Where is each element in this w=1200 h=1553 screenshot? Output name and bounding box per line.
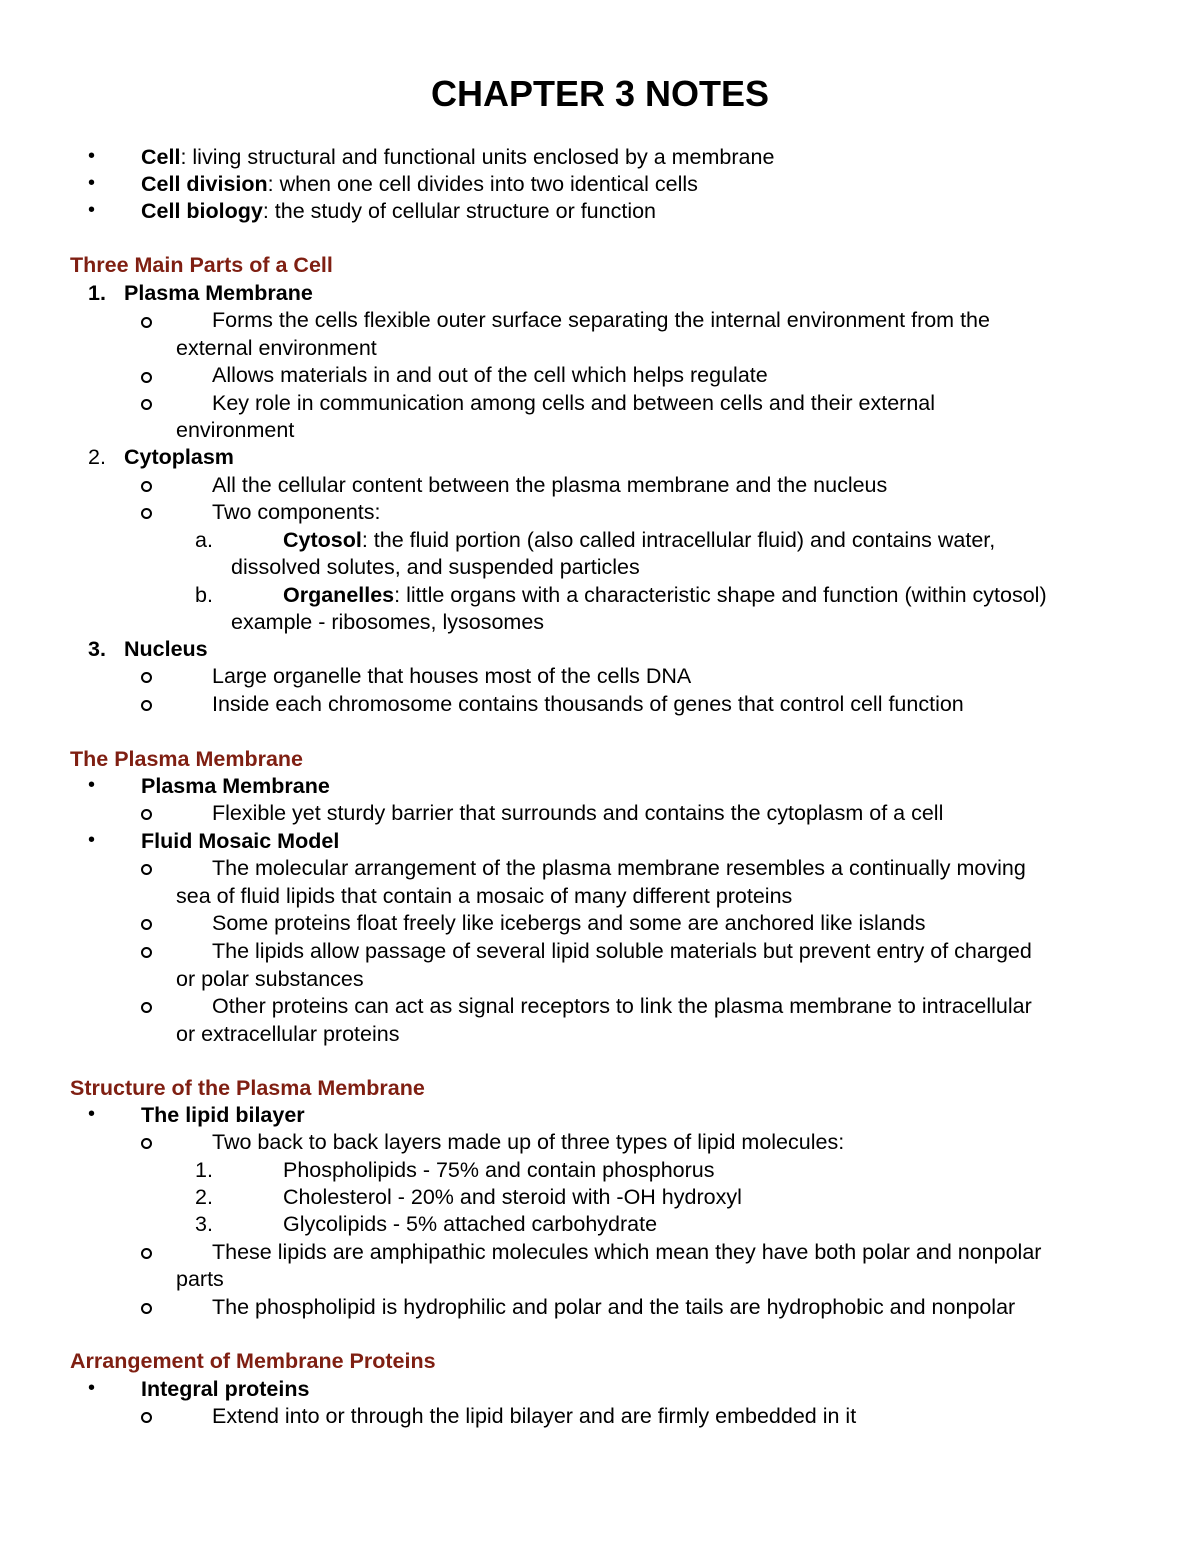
list-item-plasma-membrane: Plasma Membrane — [141, 774, 330, 798]
circle-bullet-icon — [141, 919, 152, 930]
section-heading-membrane-proteins: Arrangement of Membrane Proteins — [70, 1349, 436, 1373]
section-heading-structure: Structure of the Plasma Membrane — [70, 1076, 425, 1100]
intro-item-cell-biology — [141, 198, 656, 225]
list-item-continuation: or polar substances — [176, 967, 364, 991]
list-item: Extend into or through the lipid bilayer and are firmly embedded in it — [212, 1404, 857, 1428]
intro-item-cell — [141, 144, 774, 171]
section-heading-plasma-membrane: The Plasma Membrane — [70, 747, 304, 771]
definition: : the fluid portion (also called intracellular fluid) and contains water, — [361, 528, 996, 552]
term: Cell division — [141, 172, 268, 196]
definition: : when one cell divides into two identical cells — [267, 172, 698, 196]
circle-bullet-icon — [141, 317, 152, 328]
list-item: The phospholipid is hydrophilic and polar and the tails are hydrophobic and nonpolar — [212, 1295, 1016, 1319]
list-item-glycolipids: Glycolipids - 5% attached carbohydrate — [283, 1212, 658, 1236]
list-item-cholesterol: Cholesterol - 20% and steroid with -OH hydroxyl — [283, 1185, 742, 1209]
definition: : little organs with a characteristic shape and function (within cytosol) — [394, 583, 1047, 607]
circle-bullet-icon — [141, 1002, 152, 1013]
bullet-icon: • — [88, 1377, 96, 1399]
bullet-icon: • — [88, 829, 96, 851]
list-item-continuation: example - ribosomes, lysosomes — [231, 610, 545, 634]
list-item: These lipids are amphipathic molecules which mean they have both polar and nonpolar — [212, 1240, 1042, 1264]
circle-bullet-icon — [141, 1138, 152, 1149]
circle-bullet-icon — [141, 372, 152, 383]
circle-bullet-icon — [141, 481, 152, 492]
list-item-continuation: environment — [176, 418, 295, 442]
bullet-icon: • — [88, 145, 96, 167]
term: Cytosol — [283, 528, 362, 552]
list-item: Inside each chromosome contains thousands of genes that control cell function — [212, 692, 964, 716]
intro-item-cell-division — [141, 171, 698, 198]
circle-bullet-icon — [141, 1248, 152, 1259]
list-number: 2. — [88, 445, 106, 469]
list-item: All the cellular content between the plasma membrane and the nucleus — [212, 473, 888, 497]
list-item-fluid-mosaic-model: Fluid Mosaic Model — [141, 829, 340, 853]
list-item: Two back to back layers made up of three types of lipid molecules: — [212, 1130, 845, 1154]
bullet-icon: • — [88, 199, 96, 221]
bullet-icon: • — [88, 774, 96, 796]
definition: : living structural and functional units enclosed by a membrane — [180, 145, 775, 169]
list-item-organelles — [283, 582, 1047, 609]
list-item: Two components: — [212, 500, 381, 524]
list-item: Forms the cells flexible outer surface separating the internal environment from the — [212, 308, 990, 332]
list-item-continuation: external environment — [176, 336, 377, 360]
list-item: Some proteins float freely like icebergs and some are anchored like islands — [212, 911, 926, 935]
list-item: Other proteins can act as signal receptors to link the plasma membrane to intracellular — [212, 994, 1032, 1018]
circle-bullet-icon — [141, 700, 152, 711]
list-letter: a. — [195, 528, 213, 552]
bullet-icon: • — [88, 172, 96, 194]
list-item-continuation: sea of fluid lipids that contain a mosaic of many different proteins — [176, 884, 793, 908]
term: Organelles — [283, 583, 395, 607]
list-item-integral-proteins: Integral proteins — [141, 1377, 310, 1401]
bullet-icon: • — [88, 1103, 96, 1125]
circle-bullet-icon — [141, 1303, 152, 1314]
list-number: 1. — [195, 1158, 213, 1182]
circle-bullet-icon — [141, 508, 152, 519]
list-item: Flexible yet sturdy barrier that surrounds and contains the cytoplasm of a cell — [212, 801, 944, 825]
list-item-plasma-membrane: Plasma Membrane — [124, 281, 313, 305]
list-item-nucleus: Nucleus — [124, 637, 208, 661]
definition: : the study of cellular structure or function — [262, 199, 657, 223]
list-item-phospholipids: Phospholipids - 75% and contain phosphorus — [283, 1158, 715, 1182]
circle-bullet-icon — [141, 672, 152, 683]
list-number: 2. — [195, 1185, 213, 1209]
list-number: 3. — [88, 637, 106, 661]
list-item-continuation: or extracellular proteins — [176, 1022, 400, 1046]
list-item: The lipids allow passage of several lipid soluble materials but prevent entry of charged — [212, 939, 1032, 963]
list-item: The molecular arrangement of the plasma membrane resembles a continually moving — [212, 856, 1026, 880]
circle-bullet-icon — [141, 864, 152, 875]
list-item: Key role in communication among cells and between cells and their external — [212, 391, 936, 415]
list-item-continuation: dissolved solutes, and suspended particles — [231, 555, 640, 579]
section-heading-main-parts: Three Main Parts of a Cell — [70, 253, 333, 277]
term: Cell biology — [141, 199, 263, 223]
page-title: CHAPTER 3 NOTES — [430, 73, 770, 114]
term: Cell — [141, 145, 181, 169]
list-item-lipid-bilayer: The lipid bilayer — [141, 1103, 305, 1127]
circle-bullet-icon — [141, 1412, 152, 1423]
list-number: 1. — [88, 281, 106, 305]
list-letter: b. — [195, 583, 213, 607]
list-item: Large organelle that houses most of the cells DNA — [212, 664, 692, 688]
list-item-continuation: parts — [176, 1267, 224, 1291]
list-number: 3. — [195, 1212, 213, 1236]
circle-bullet-icon — [141, 947, 152, 958]
circle-bullet-icon — [141, 399, 152, 410]
list-item-cytoplasm: Cytoplasm — [124, 445, 234, 469]
list-item: Allows materials in and out of the cell which helps regulate — [212, 363, 768, 387]
list-item-cytosol — [283, 527, 995, 554]
circle-bullet-icon — [141, 809, 152, 820]
